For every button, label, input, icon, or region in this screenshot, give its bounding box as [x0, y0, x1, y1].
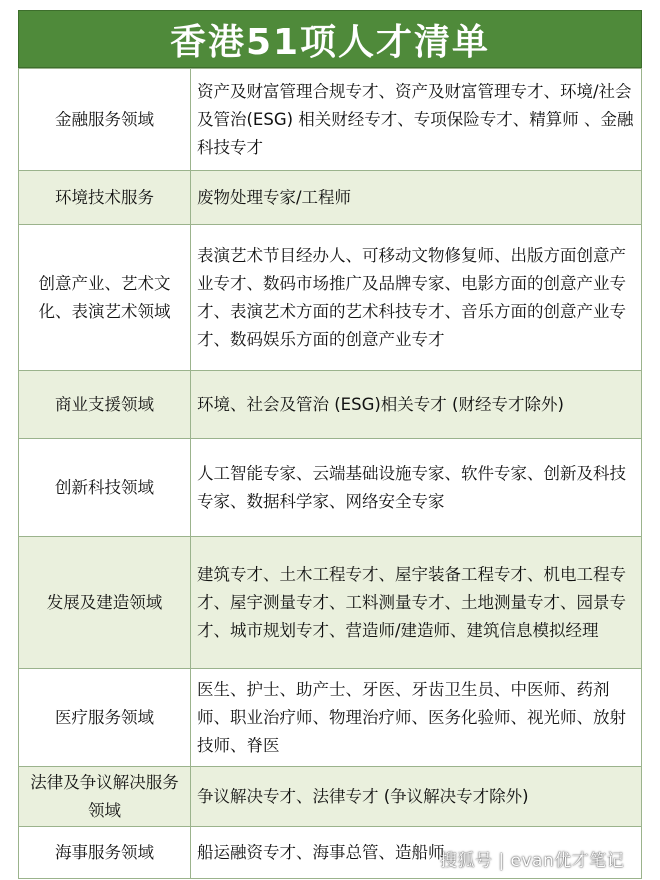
table-row — [19, 767, 642, 827]
category-cell: 医疗服务领域 — [19, 669, 191, 767]
description-cell: 废物处理专家/工程师 — [191, 171, 642, 225]
description-cell: 表演艺术节目经办人、可移动文物修复师、出版方面创意产业专才、数码市场推广及品牌专家、电影方面的创意产业专才、表演艺术方面的艺术科技专才、音乐方面的创意产业专才、数码娱乐方面的创意产业专才 — [191, 225, 642, 371]
category-cell: 商业支援领域 — [19, 371, 191, 439]
page-title: 香港51项人才清单 — [18, 10, 642, 68]
description-cell: 资产及财富管理合规专才、资产及财富管理专才、环境/社会及管治(ESG) 相关财经专才、专项保险专才、精算师 、金融科技专才 — [191, 69, 642, 171]
table-row — [19, 225, 642, 371]
description-cell: 争议解决专才、法律专才 (争议解决专才除外) — [191, 767, 642, 827]
talent-table — [18, 68, 642, 879]
category-cell: 创意产业、艺术文化、表演艺术领域 — [19, 225, 191, 371]
table-row — [19, 669, 642, 767]
category-cell: 发展及建造领域 — [19, 537, 191, 669]
category-cell: 创新科技领域 — [19, 439, 191, 537]
category-cell: 金融服务领域 — [19, 69, 191, 171]
description-cell: 建筑专才、土木工程专才、屋宇装备工程专才、机电工程专才、屋宇测量专才、工料测量专才、土地测量专才、园景专才、城市规划专才、营造师/建造师、建筑信息模拟经理 — [191, 537, 642, 669]
watermark: 搜狐号 | evan优才笔记 — [440, 851, 625, 871]
description-cell: 人工智能专家、云端基础设施专家、软件专家、创新及科技专家、数据科学家、网络安全专家 — [191, 439, 642, 537]
category-cell: 法律及争议解决服务领域 — [19, 767, 191, 827]
table-row — [19, 537, 642, 669]
category-cell: 环境技术服务 — [19, 171, 191, 225]
description-cell: 医生、护士、助产士、牙医、牙齿卫生员、中医师、药剂师、职业治疗师、物理治疗师、医务化验师、视光师、放射技师、脊医 — [191, 669, 642, 767]
table-row — [19, 171, 642, 225]
description-cell: 环境、社会及管治 (ESG)相关专才 (财经专才除外) — [191, 371, 642, 439]
table-row — [19, 69, 642, 171]
description-cell: 船运融资专才、海事总管、造船师 — [191, 827, 642, 879]
table-row — [19, 439, 642, 537]
category-cell: 海事服务领域 — [19, 827, 191, 879]
table-row — [19, 371, 642, 439]
